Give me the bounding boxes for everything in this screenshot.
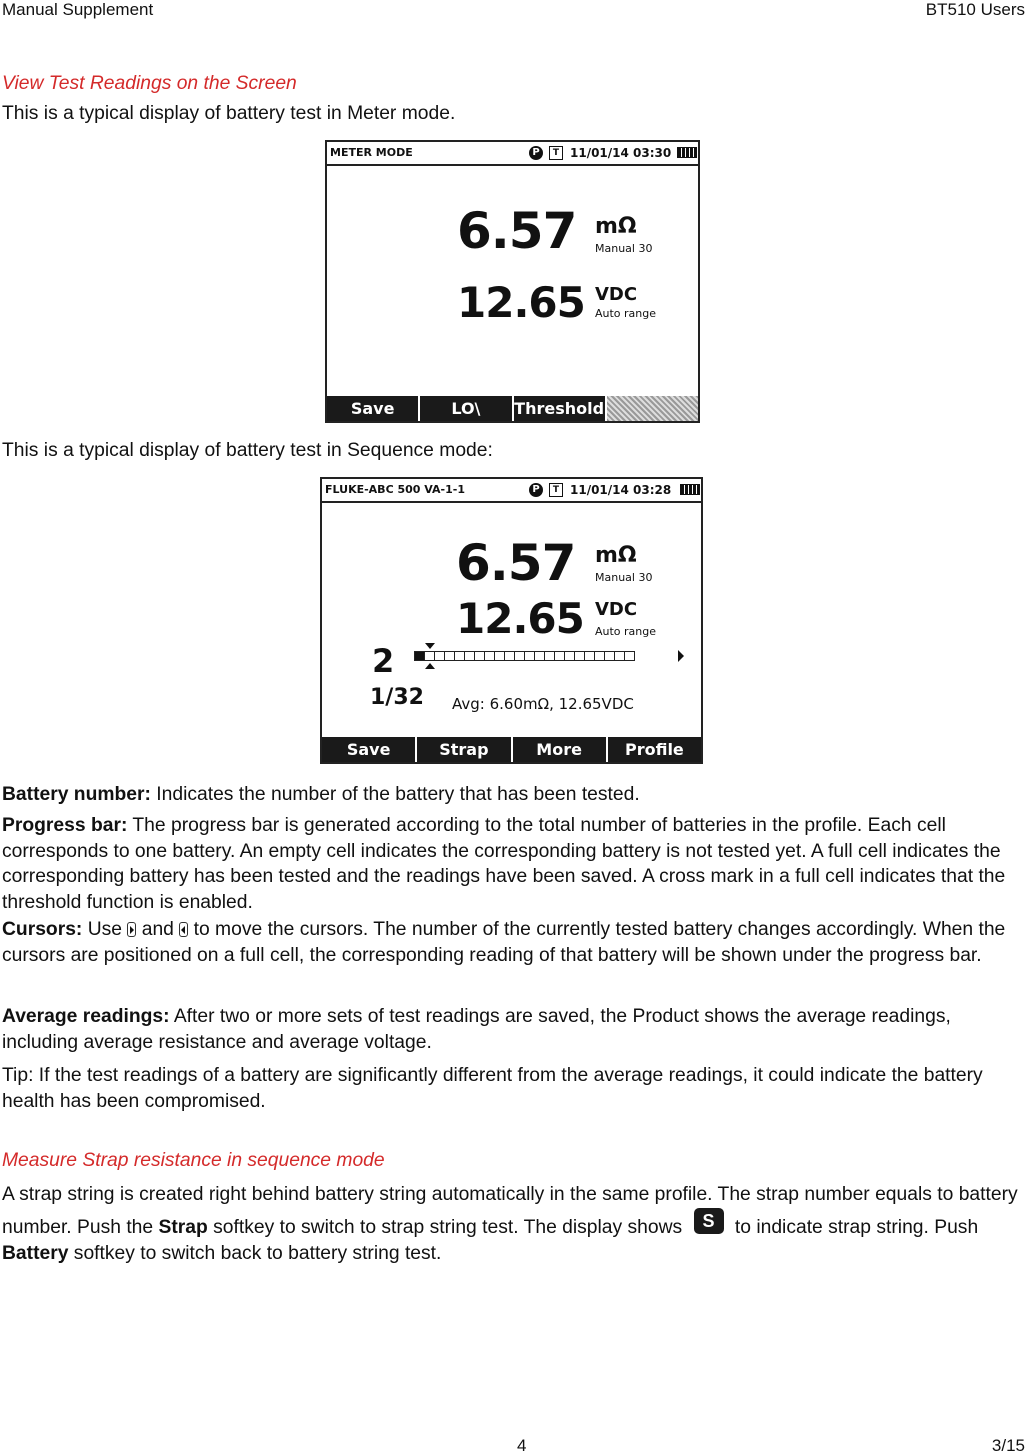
seq-voltage-range: Auto range (595, 625, 657, 638)
progress-count: 1/32 (370, 685, 424, 710)
battery-number-text: Indicates the number of the battery that has been tested. (150, 784, 640, 805)
average-readings-text: After two or more sets of test readings are saved, the Product shows the average readings, including average resistance and average voltage. (2, 1006, 951, 1053)
progress-cell (624, 651, 635, 661)
meter-datetime: 11/01/14 03:30 (570, 146, 672, 160)
intro-meter-mode: This is a typical display of battery test in Meter mode. (2, 103, 456, 124)
sequence-mode-screen (320, 477, 703, 764)
softkey-strap[interactable]: Strap (417, 737, 512, 762)
seq-resistance-range: Manual 30 (595, 571, 653, 584)
softkey-profile[interactable]: Profile (624, 740, 684, 759)
battery-number-description (2, 782, 1026, 808)
average-readings-label: Average readings: (2, 1006, 170, 1027)
cursors-label: Cursors: (2, 919, 83, 940)
progress-bar-text: The progress bar is generated according to the total number of batteries in the profile. Each cell corresponds to one battery. An empty cell indicates the corresponding battery is not tested yet. A full cell indicates the corresponding battery has been tested and the readings have been saved. A cross mark in a full cell indicates that the threshold function is enabled. (2, 815, 1006, 913)
section-heading-strap: Measure Strap resistance in sequence mode (2, 1150, 385, 1171)
softkey-more[interactable]: More (513, 737, 608, 762)
p-icon: P (529, 483, 543, 497)
p-icon: P (529, 146, 543, 160)
strap-s-icon: S (694, 1208, 724, 1234)
softkey-save[interactable]: Save (322, 737, 417, 762)
progress-arrow-right-icon (678, 650, 684, 662)
seq-resistance-unit: mΩ (595, 543, 637, 568)
cursors-description (2, 917, 1026, 968)
meter-resistance-unit: mΩ (595, 214, 637, 239)
softkey-save[interactable]: Save (327, 396, 420, 421)
meter-softkeys (327, 396, 698, 421)
page-count: 3/15 (991, 1436, 1025, 1455)
average-readings: Avg: 6.60mΩ, 12.65VDC (452, 695, 634, 713)
softkey-threshold[interactable]: Threshold (514, 396, 607, 421)
seq-resistance-value: 6.57 (456, 534, 576, 592)
sequence-screen-title: FLUKE-ABC 500 VA-1-1 (325, 483, 465, 496)
strap-text-c: to indicate strap string. Push (729, 1217, 979, 1238)
right-cursor-icon (127, 922, 136, 937)
tip-text: Tip: If the test readings of a battery are significantly different from the average readings, it could indicate the battery health has been compromised. (2, 1065, 983, 1112)
softkey-empty[interactable] (607, 396, 698, 421)
header-right: BT510 Users (925, 0, 1025, 19)
battery-icon (680, 484, 700, 495)
cursors-and: and (136, 919, 180, 940)
progress-bar (414, 651, 634, 661)
battery-icon (677, 147, 697, 158)
cursors-text: to move the cursors. The number of the currently tested battery changes accordingly. When the cursors are positioned on a full cell, the corresponding reading of that battery will be shown under the progress bar. (2, 919, 1006, 966)
page-number: 4 (517, 1436, 527, 1455)
strap-paragraph (2, 1182, 1026, 1267)
section-heading-view-readings: View Test Readings on the Screen (2, 73, 297, 94)
strap-text-b: softkey to switch to strap string test. The display shows (207, 1217, 688, 1238)
cursors-use: Use (82, 919, 128, 940)
t-icon: T (549, 483, 563, 497)
battery-number-label: Battery number: (2, 784, 151, 805)
meter-voltage-range: Auto range (595, 307, 657, 320)
meter-screen-title: METER MODE (330, 146, 413, 159)
battery-number: 2 (372, 642, 394, 680)
sequence-status-bar (322, 479, 701, 503)
progress-bar-description (2, 813, 1026, 915)
left-cursor-icon (179, 922, 188, 937)
header-left: Manual Supplement (2, 0, 154, 19)
average-readings-description (2, 1004, 1026, 1055)
meter-status-bar (327, 142, 698, 166)
battery-bold: Battery (2, 1243, 69, 1264)
meter-voltage-value: 12.65 (457, 278, 585, 327)
meter-resistance-value: 6.57 (457, 202, 577, 260)
strap-text-d: softkey to switch back to battery string test. (68, 1243, 442, 1264)
seq-voltage-value: 12.65 (456, 594, 584, 643)
progress-bar-label: Progress bar: (2, 815, 128, 836)
meter-resistance-range: Manual 30 (595, 242, 653, 255)
intro-sequence-mode: This is a typical display of battery test in Sequence mode: (2, 440, 493, 461)
meter-mode-screen (325, 140, 700, 423)
sequence-softkeys (322, 737, 701, 762)
strap-text-a: A strap string is created right behind battery string automatically in the same profile. The strap number equals to battery number. Push the (2, 1184, 1018, 1238)
t-icon: T (549, 146, 563, 160)
strap-bold: Strap (158, 1217, 208, 1238)
sequence-datetime: 11/01/14 03:28 (570, 483, 672, 497)
softkey-lo[interactable]: LO\ (420, 396, 513, 421)
meter-voltage-unit: VDC (595, 284, 638, 305)
seq-voltage-unit: VDC (595, 599, 638, 620)
